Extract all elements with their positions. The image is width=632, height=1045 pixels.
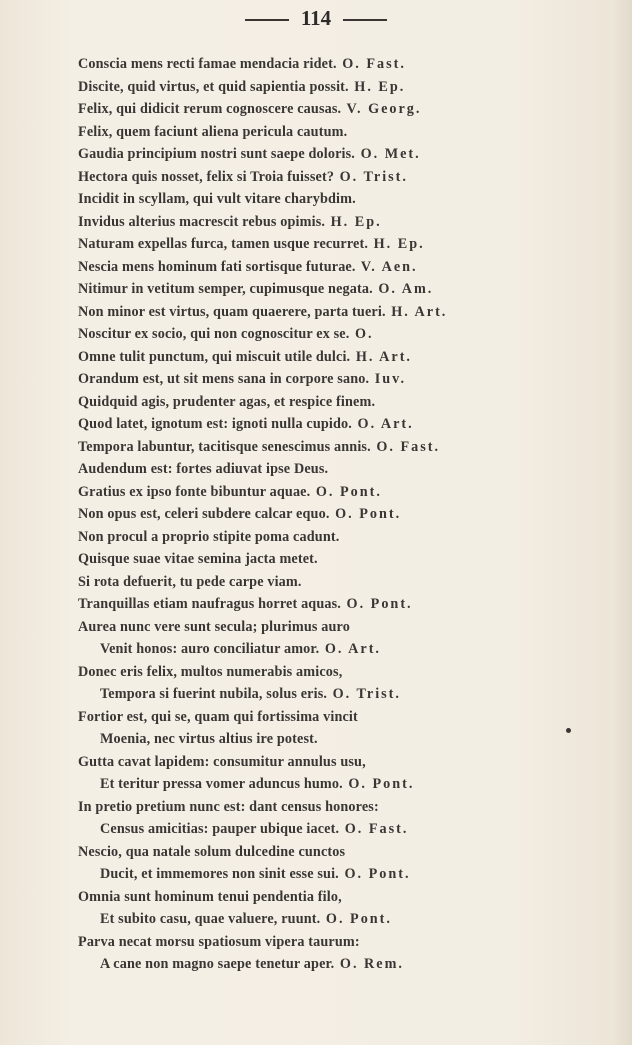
verse-text: Naturam expellas furca, tamen usque recurret. [78,236,369,252]
verse-line [100,956,404,973]
verse-line [78,551,318,568]
verse-text: Gutta cavat lapidem: consumitur annulus usu, [78,753,366,770]
verse-text: Tranquillas etiam naufragus horret aquas. [78,596,341,612]
verse-source: O. Fast. [336,56,406,72]
verse-line [100,731,318,748]
verse-text: Fortior est, qui se, quam qui fortissima vincit [78,708,358,725]
verse-line [78,146,421,163]
verse-line [78,281,433,298]
verse-line [78,844,345,861]
verse-text: In pretio pretium nunc est: dant census honores: [78,798,379,815]
verse-line [78,326,374,343]
verse-line [100,821,408,838]
verse-text: Nescia mens hominum fati sortisque futurae. [78,258,356,275]
verse-text: Felix, quem faciunt aliena pericula cautum. [78,123,348,140]
verse-line [78,349,412,366]
verse-text: Omnia sunt hominum tenui pendentia filo, [78,888,342,905]
verse-line [78,596,413,613]
verse-line [78,191,356,208]
verse-line [78,169,408,186]
verse-line [78,461,328,478]
verse-text: Incidit in scyllam, qui vult vitare charybdim. [78,191,356,207]
verse-source: Iuv. [369,371,407,387]
verse-source: H. Ep. [325,213,382,230]
verse-text: Non opus est, celeri subdere calcar equo. [78,506,330,522]
verse-line [78,56,406,73]
verse-text: Discite, quid virtus, et quid sapientia possit. [78,78,349,95]
verse-line [78,416,414,433]
verse-text: Gaudia principium nostri sunt saepe doloris. [78,146,356,162]
verse-text: Si rota defuerit, tu pede carpe viam. [78,573,302,590]
verse-line [78,259,418,276]
verse-text: Quidquid agis, prudenter agas, et respice finem. [78,393,376,410]
verse-line [78,439,440,456]
verse-text: Noscitur ex socio, qui non cognoscitur ex se. [78,326,350,342]
verse-text: Audendum est: fortes adiuvat ipse Deus. [78,461,329,477]
verse-source: O. Pont. [320,911,392,927]
verse-line [78,124,347,141]
verse-text: Orandum est, ut sit mens sana in corpore sano. [78,371,370,387]
verse-text: Et subito casu, quae valuere, ruunt. [100,911,321,927]
verse-line [78,754,366,771]
verse-source: O. Am. [372,281,434,297]
verse-source: O. Fast. [339,821,409,837]
verse-text: Moenia, nec virtus altius ire potest. [100,731,318,747]
page-edge-shadow [614,0,632,1045]
verse-source: O. Pont. [342,776,415,792]
verse-text: Invidus alterius macrescit rebus opimis. [78,213,326,230]
verse-source: V. Georg. [341,101,422,117]
verse-line [78,529,339,546]
header-rule-right [343,19,387,21]
verse-source: H. Art. [350,348,412,365]
verse-line [100,776,414,793]
verse-line [78,619,350,636]
verse-source: O. Pont. [329,506,402,522]
ink-dot [566,728,571,733]
verse-text: Non procul a proprio stipite poma cadunt. [78,528,340,545]
verse-source: O. Trist. [334,168,408,185]
verse-text: Gratius ex ipso fonte bibuntur aquae. [78,483,311,500]
page-number: 114 [300,6,332,30]
verse-line [78,304,447,321]
verse-line [78,709,358,726]
verse-line [78,214,382,231]
verse-line [100,911,392,928]
verse-text: Quod latet, ignotum est: ignoti nulla cupido. [78,416,352,432]
verse-text: Aurea nunc vere sunt secula; plurimus auro [78,618,350,635]
verse-line [78,484,382,501]
verse-text: Non minor est virtus, quam quaerere, parta tueri. [78,303,386,320]
verse-text: Donec eris felix, multos numerabis amicos, [78,663,343,680]
verse-text: A cane non magno saepe tenetur aper. [100,956,335,972]
verse-source: O. Pont. [338,866,411,882]
verse-source: H. Ep. [348,78,406,95]
page-header [0,6,632,31]
verse-line [78,236,425,253]
verse-text: Felix, qui didicit rerum cognoscere causas. [78,101,342,117]
verse-text: Quisque suae vitae semina jacta metet. [78,551,318,567]
verse-line [100,866,411,883]
verse-source: O. Fast. [370,438,441,455]
verse-line [78,574,302,591]
verse-line [78,79,405,96]
verse-line [78,889,342,906]
verse-text: Et teritur pressa vomer aduncus humo. [100,776,343,792]
verse-line [78,934,360,951]
verse-source: H. Ep. [368,236,425,252]
verse-source: O. Pont. [310,483,382,500]
verse-line [100,686,401,703]
verse-text: Ducit, et immemores non sinit esse sui. [100,866,339,882]
verse-text: Conscia mens recti famae mendacia ridet. [78,56,337,72]
verse-text: Venit honos: auro conciliatur amor. [100,641,320,657]
verse-text: Census amicitias: pauper ubique iacet. [100,821,340,837]
verse-source: O. Rem. [334,956,404,972]
header-rule-left [245,19,289,21]
verse-source: O. Pont. [341,596,413,612]
verse-text: Parva necat morsu spatiosum vipera taurum: [78,933,360,950]
verse-text: Omne tulit punctum, qui miscuit utile dulci. [78,348,351,365]
verse-source: O. Art. [319,641,381,657]
verse-source: O. Met. [355,146,421,162]
verse-source: H. Art. [385,303,448,320]
verse-line [100,641,381,658]
verse-line [78,799,379,816]
verse-source: O. Art. [352,416,414,432]
verse-source: V. Aen. [355,258,418,275]
verse-text: Tempora si fuerint nubila, solus eris. [100,686,328,702]
verse-line [78,101,421,118]
verse-line [78,506,401,523]
verse-text: Hectora quis nosset, felix si Troia fuisset? [78,168,335,185]
verse-text: Nitimur in vetitum semper, cupimusque negata. [78,281,373,297]
verse-line [78,371,406,388]
verse-line [78,394,375,411]
verse-source: O. Trist. [327,686,401,702]
verse-line [78,664,342,681]
verse-text: Nescio, qua natale solum dulcedine cunctos [78,843,346,860]
verse-text: Tempora labuntur, tacitisque senescimus annis. [78,438,371,455]
verse-source: O. [349,326,374,342]
